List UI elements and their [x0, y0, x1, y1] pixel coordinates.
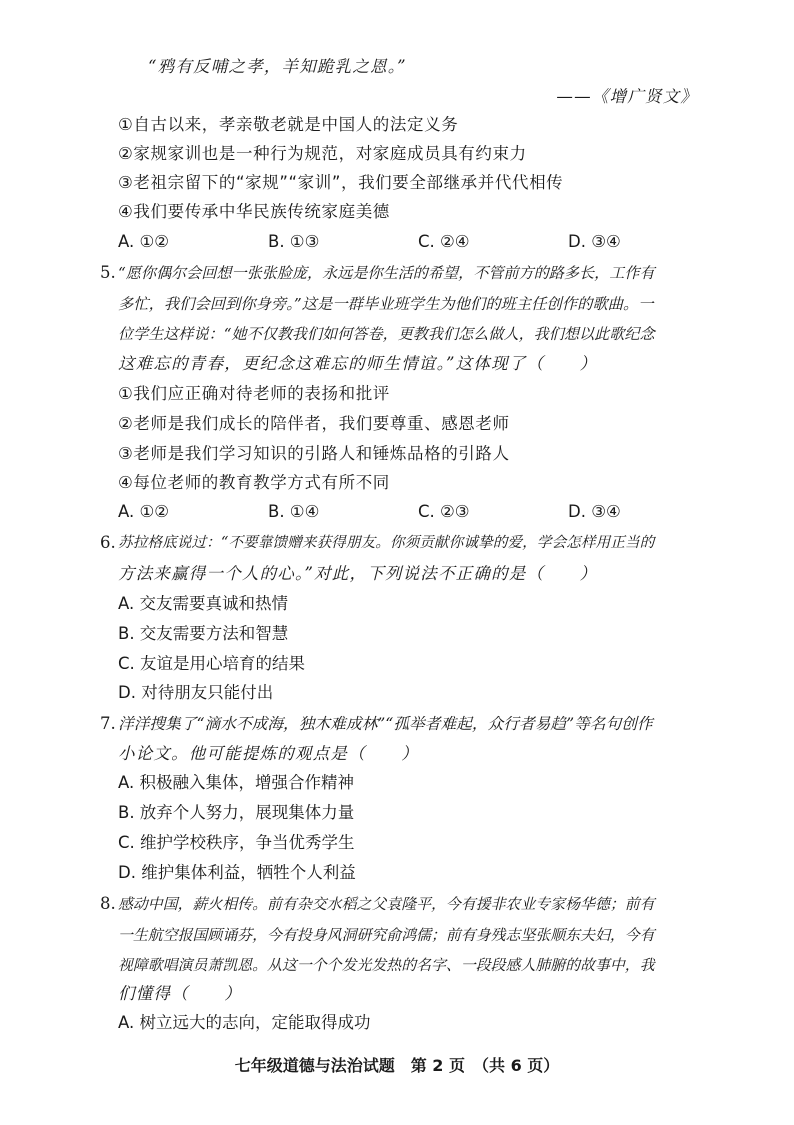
q5-option-b[interactable]: B. ①④ — [268, 502, 320, 521]
q8-stem-line-2: 一生航空报国顾诵芬，今有投身风洞研究俞鸿儒；前有身残志坚张顺东夫妇，今有 — [118, 926, 655, 944]
q6-option-a[interactable]: A. 交友需要真诚和热情 — [118, 594, 288, 613]
quote-source: ——《增广贤文》 — [556, 87, 698, 106]
q6-option-d[interactable]: D. 对待朋友只能付出 — [118, 683, 274, 702]
q4-option-b[interactable]: B. ①③ — [268, 232, 320, 251]
q7-stem-line-1: 洋洋搜集了“滴水不成海，独木难成林”“孤举者难起，众行者易趋”等名句创作 — [118, 714, 653, 733]
q6-stem-line-1: 苏拉格底说过：“不要靠馈赠来获得朋友。你须贡献你诚挚的爱，学会怎样用正当的 — [118, 534, 655, 551]
q7-option-b[interactable]: B. 放弃个人努力，展现集体力量 — [118, 803, 355, 822]
q6-option-c[interactable]: C. 友谊是用心培育的结果 — [118, 654, 306, 673]
quote-text: “鸦有反哺之孝，羊知跪乳之恩。” — [148, 57, 407, 76]
q5-statement-2: ②老师是我们成长的陪伴者，我们要尊重、感恩老师 — [118, 414, 510, 433]
q5-stem-line-1: “愿你偶尔会回想一张张脸庞，永远是你生活的希望，不管前方的路多长，工作有 — [118, 264, 655, 282]
q7-option-c[interactable]: C. 维护学校秩序，争当优秀学生 — [118, 833, 355, 852]
q7-option-a[interactable]: A. 积极融入集体，增强合作精神 — [118, 773, 354, 792]
page-footer: 七年级道德与法治试题 第 2 页 （共 6 页） — [234, 1056, 560, 1075]
q5-statement-3: ③老师是我们学习知识的引路人和锤炼品格的引路人 — [118, 444, 510, 463]
q8-stem-line-4: 们懂得（ ） — [118, 984, 242, 1003]
q5-statement-1: ①我们应正确对待老师的表扬和批评 — [118, 384, 390, 403]
q4-statement-1: ①自古以来，孝亲敬老就是中国人的法定义务 — [118, 115, 459, 134]
q5-statement-4: ④每位老师的教育教学方式有所不同 — [118, 473, 390, 492]
q5-number: 5. — [100, 263, 116, 282]
q5-stem-line-3: 位学生这样说：“她不仅教我们如何答卷，更教我们怎么做人，我们想以此歌纪念 — [118, 325, 655, 343]
q4-option-d[interactable]: D. ③④ — [568, 232, 621, 251]
q5-option-d[interactable]: D. ③④ — [568, 502, 621, 521]
q8-number: 8. — [100, 894, 116, 913]
q7-number: 7. — [100, 714, 116, 733]
q4-option-c[interactable]: C. ②④ — [418, 232, 470, 251]
q5-stem-line-2: 多忙，我们会回到你身旁。”这是一群毕业班学生为他们的班主任创作的歌曲。一 — [118, 295, 654, 313]
q7-stem-line-2: 小论文。他可能提炼的观点是（ ） — [118, 744, 419, 763]
q8-option-a[interactable]: A. 树立远大的志向，定能取得成功 — [118, 1013, 371, 1032]
q5-option-a[interactable]: A. ①② — [118, 502, 170, 521]
q7-option-d[interactable]: D. 维护集体利益，牺牲个人利益 — [118, 863, 356, 882]
q4-statement-2: ②家规家训也是一种行为规范，对家庭成员具有约束力 — [118, 144, 527, 163]
q4-option-a[interactable]: A. ①② — [118, 232, 170, 251]
q4-statement-3: ③老祖宗留下的“家规”“家训”，我们要全部继承并代代相传 — [118, 173, 564, 192]
q8-stem-line-3: 视障歌唱演员萧凯恩。从这一个个发光发热的名字、一段段感人肺腑的故事中，我 — [118, 956, 655, 974]
q6-option-b[interactable]: B. 交友需要方法和智慧 — [118, 624, 289, 643]
q6-stem-line-2: 方法来赢得一个人的心。”对此，下列说法不正确的是（ ） — [118, 564, 598, 583]
q6-number: 6. — [100, 533, 116, 552]
q8-stem-line-1: 感动中国，薪火相传。前有杂交水稻之父袁隆平，今有援非农业专家杨华德；前有 — [118, 895, 655, 913]
q5-stem-line-4: 这难忘的青春，更纪念这难忘的师生情谊。”这体现了（ ） — [118, 354, 598, 373]
q5-option-c[interactable]: C. ②③ — [418, 502, 470, 521]
q4-statement-4: ④我们要传承中华民族传统家庭美德 — [118, 202, 390, 221]
